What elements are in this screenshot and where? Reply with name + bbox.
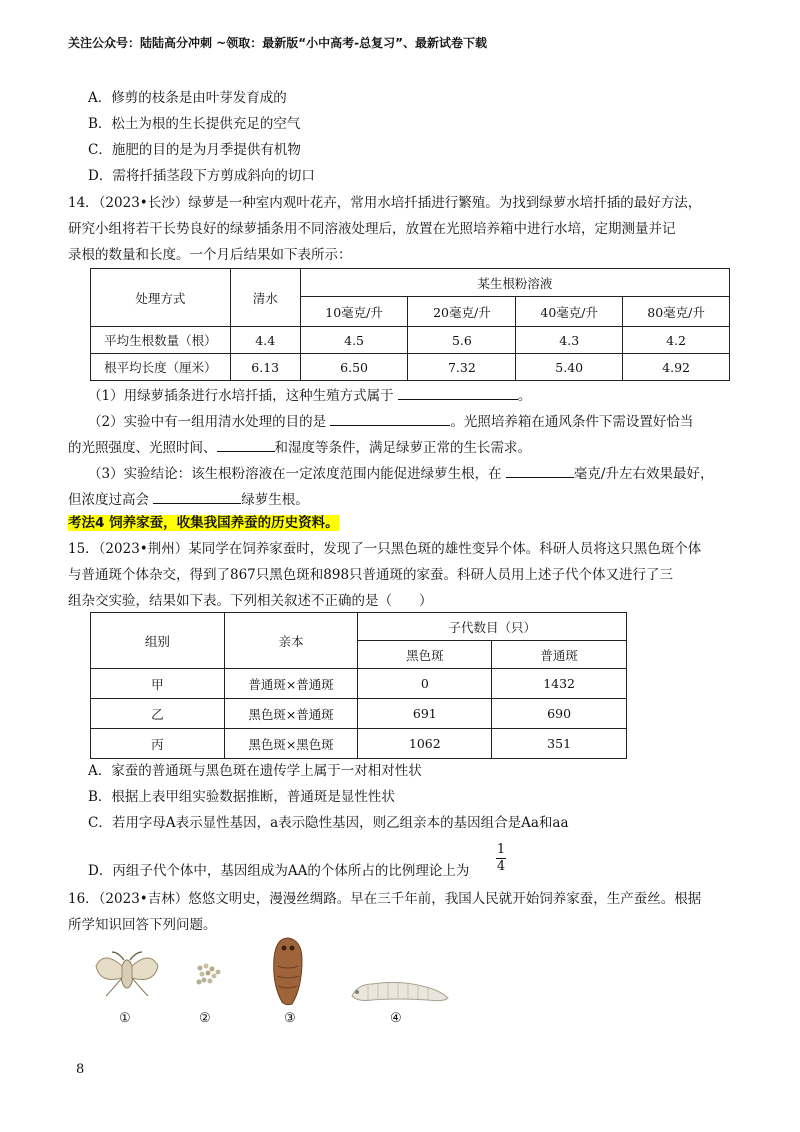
q15-stem-line-2: 与普通斑个体杂交，得到了867只黑色斑和898只普通斑的家蚕。科研人员用上述子代个体又进行了三 [68, 567, 674, 583]
q15-header-parents: 亲本 [224, 613, 358, 669]
q14-sub2-text: （2）实验中有一组用清水处理的目的是 [88, 414, 327, 430]
q14-header-conc: 10毫克/升 [300, 297, 408, 327]
q13-option-a: A．修剪的枝条是由叶芽发育成的 [88, 90, 287, 106]
cell: 4.5 [300, 327, 408, 354]
page-header: 关注公众号：陆陆高分冲刺 ~领取：最新版“小中高考-总复习”、最新试卷下载 [68, 36, 487, 50]
cell: 1062 [358, 729, 492, 759]
q14-header-conc: 80毫克/升 [623, 297, 730, 327]
answer-blank[interactable] [153, 489, 241, 504]
cell: 691 [358, 699, 492, 729]
moth-icon [92, 948, 162, 1000]
q14-stem-line-3: 录根的数量和长度。一个月后结果如下表所示： [68, 247, 352, 263]
cell: 黑色斑×黑色斑 [224, 729, 358, 759]
cell: 丙 [91, 729, 225, 759]
row-label: 根平均长度（厘米） [91, 354, 231, 381]
answer-blank[interactable] [398, 385, 518, 400]
q14-sub2 [88, 411, 693, 432]
q15-header-normal: 普通斑 [492, 641, 627, 669]
cell: 4.2 [623, 327, 730, 354]
q15-header-black: 黑色斑 [358, 641, 492, 669]
figure-caption-1: ① [119, 1011, 131, 1026]
q14-header-water: 清水 [230, 269, 300, 327]
page-number: 8 [76, 1062, 85, 1077]
q15-option-b: B．根据上表甲组实验数据推断，普通斑是显性性状 [88, 789, 395, 805]
q16-stem-line-2: 所学知识回答下列问题。 [68, 917, 217, 933]
q15-option-c: C．若用字母A表示显性基因，a表示隐性基因，则乙组亲本的基因组合是Aa和aa [88, 815, 569, 831]
cell: 5.40 [516, 354, 623, 381]
cell: 0 [358, 669, 492, 699]
q14-stem-line-1: 14．（2023•长沙）绿萝是一种室内观叶花卉，常用水培扦插进行繁殖。为找到绿萝水培扦插的最好方法， [68, 195, 702, 211]
q14-sub2-text-d: 和湿度等条件，满足绿萝正常的生长需求。 [274, 440, 531, 456]
q14-sub2-cont [68, 437, 531, 458]
q15-header-group: 组别 [91, 613, 225, 669]
q13-option-d: D．需将扦插茎段下方剪成斜向的切口 [88, 168, 315, 184]
q14-sub3-text-d: 绿萝生根。 [241, 492, 309, 508]
cell: 4.92 [623, 354, 730, 381]
q14-header-conc: 20毫克/升 [408, 297, 516, 327]
section-heading [68, 513, 339, 533]
figure-caption-4: ④ [390, 1011, 402, 1026]
table-row [91, 354, 730, 381]
q14-header-treatment: 处理方式 [91, 269, 231, 327]
q15-data-table [90, 612, 627, 759]
cell: 4.3 [516, 327, 623, 354]
eggs-icon [194, 962, 224, 988]
q14-sub2-text-b: 。光照培养箱在通风条件下需设置好恰当 [450, 414, 694, 430]
answer-blank[interactable] [330, 411, 450, 426]
cell: 690 [492, 699, 627, 729]
q14-sub1-text: （1）用绿萝插条进行水培扦插，这种生殖方式属于 [88, 388, 394, 404]
q13-option-b: B．松土为根的生长提供充足的空气 [88, 116, 301, 132]
q14-sub3-text: （3）实验结论：该生根粉溶液在一定浓度范围内能促进绿萝生根，在 [88, 466, 502, 482]
cell: 乙 [91, 699, 225, 729]
q14-header-conc: 40毫克/升 [516, 297, 623, 327]
cell: 6.50 [300, 354, 408, 381]
q14-sub2-text-c: 的光照强度、光照时间、 [68, 440, 217, 456]
row-label: 平均生根数量（根） [91, 327, 231, 354]
q15-header-offspring: 子代数目（只） [358, 613, 627, 641]
cell: 4.4 [230, 327, 300, 354]
table-row [91, 669, 627, 699]
fraction-denominator: 4 [496, 859, 506, 874]
section-heading-text: 考法4 饲养家蚕，收集我国养蚕的历史资料。 [68, 515, 339, 531]
fraction-numerator: 1 [496, 842, 506, 857]
q15-stem-line-3: 组杂交实验，结果如下表。下列相关叙述不正确的是（ ） [68, 593, 433, 609]
answer-blank[interactable] [506, 463, 574, 478]
pupa-icon [268, 934, 308, 1008]
cell: 甲 [91, 669, 225, 699]
q15-option-a: A．家蚕的普通斑与黑色斑在遗传学上属于一对相对性状 [88, 763, 422, 779]
fraction [494, 843, 508, 874]
cell: 351 [492, 729, 627, 759]
q14-data-table [90, 268, 730, 381]
table-row [91, 327, 730, 354]
q16-stem-line-1: 16．（2023•吉林）悠悠文明史，漫漫丝绸路。早在三千年前，我国人民就开始饲养家蚕，生产蚕丝。根据 [68, 891, 702, 907]
q14-sub3 [88, 463, 713, 484]
cell: 黑色斑×普通斑 [224, 699, 358, 729]
cell: 5.6 [408, 327, 516, 354]
figure-caption-2: ② [199, 1011, 211, 1026]
q14-sub3-text-b: 毫克/升左右效果最好， [573, 466, 714, 482]
cell: 1432 [492, 669, 627, 699]
q14-sub3-text-c: 但浓度过高会 [68, 492, 149, 508]
q14-sub1-end: 。 [517, 388, 532, 404]
cell: 6.13 [230, 354, 300, 381]
table-row [91, 699, 627, 729]
answer-blank[interactable] [217, 437, 275, 452]
figure-caption-3: ③ [284, 1011, 296, 1026]
larva-icon [348, 972, 452, 1006]
cell: 普通斑×普通斑 [224, 669, 358, 699]
q15-option-d: D．丙组子代个体中，基因组成为AA的个体所占的比例理论上为 [88, 863, 470, 879]
table-row [91, 729, 627, 759]
q15-stem-line-1: 15．（2023•荆州）某同学在饲养家蚕时，发现了一只黑色斑的雄性变异个体。科研人员将这只黑色斑个体 [68, 541, 702, 557]
q14-stem-line-2: 研究小组将若干长势良好的绿萝插条用不同溶液处理后，放置在光照培养箱中进行水培，定期测量并记 [68, 221, 676, 237]
q14-sub3-cont [68, 489, 309, 510]
q14-header-solution: 某生根粉溶液 [300, 269, 729, 297]
q14-sub1 [88, 385, 531, 406]
q13-option-c: C．施肥的目的是为月季提供有机物 [88, 142, 301, 158]
cell: 7.32 [408, 354, 516, 381]
